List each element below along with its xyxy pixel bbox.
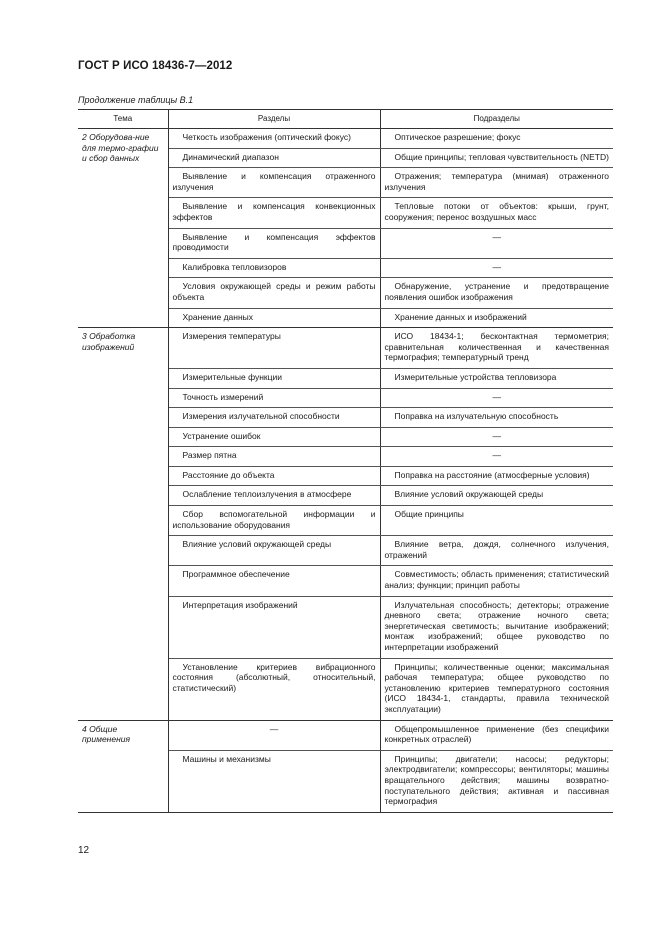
subsection-text: Отражения; температура (мнимая) отраженного излучения (384, 171, 609, 192)
section-cell (168, 447, 380, 467)
subsection-text: Хранение данных и изображений (394, 311, 527, 322)
topics-table (78, 109, 613, 813)
subsection-text: Поправка на расстояние (атмосферные условия) (394, 469, 590, 480)
section-cell (168, 536, 380, 566)
section-cell (168, 566, 380, 596)
subsection-text: — (492, 391, 501, 402)
section-text: Расстояние до объекта (182, 469, 275, 480)
subsection-text: Излучательная способность; детекторы; отражение дневного света; отражение ночного света; энергетическая светимость; вычитание изображений; монтаж изображений; общее руководство по интерпретации изображений (384, 599, 609, 652)
subsection-cell (380, 258, 613, 278)
section-cell (168, 486, 380, 506)
subsection-text: — (492, 430, 501, 441)
subsection-cell (380, 566, 613, 596)
subsection-text: Оптическое разрешение; фокус (394, 132, 521, 142)
section-text: Условия окружающей среды и режим работы объекта (172, 281, 376, 302)
subsection-text: Совместимость; область применения; статистический анализ; функции; принцип работы (384, 569, 609, 591)
subsection-text: Принципы; количественные оценки; максимальная рабочая температура; общее руководство по установлению критериев температурного состояния (ИСО 18434-1, стандарты, правила технической эксплуатации) (384, 661, 609, 714)
section-cell (168, 258, 380, 278)
subsection-cell (380, 148, 613, 168)
section-text: Ослабление теплоизлучения в атмосфере (182, 489, 352, 500)
section-text: Влияние условий окружающей среды (182, 539, 332, 550)
subsection-cell (380, 750, 613, 812)
subsection-cell (380, 368, 613, 388)
section-text: Измерения излучательной способности (182, 411, 340, 422)
section-cell (168, 658, 380, 720)
subsection-cell (380, 388, 613, 408)
section-text: Программное обеспечение (182, 569, 290, 580)
subsection-text: — (492, 450, 501, 461)
subsection-text: Тепловые потоки от объектов: крыши, грунт, сооружения; перенос воздушных масс (384, 201, 609, 222)
section-text: Динамический диапазон (182, 151, 279, 162)
subsection-text: — (492, 261, 501, 272)
subsection-cell (380, 506, 613, 536)
subsection-text: Принципы; двигатели; насосы; редукторы; электродвигатели; компрессоры; вентиляторы; машины вращательного действия; машины возвратно-поступательного действия; активная и пассивная термография (384, 753, 609, 807)
subsection-cell (380, 720, 613, 750)
table-row (78, 720, 613, 750)
table-header-row (78, 110, 613, 129)
subsection-cell (380, 308, 613, 328)
subsection-cell (380, 658, 613, 720)
section-text: Установление критериев вибрационного состояния (абсолютный, относительный, статистический) (172, 661, 376, 693)
subsection-text: Влияние условий окружающей среды (394, 489, 544, 500)
section-text: Интерпретация изображений (182, 599, 298, 610)
section-cell (168, 596, 380, 658)
column-header-sections: Разделы (168, 110, 380, 129)
subsection-cell (380, 427, 613, 447)
subsection-cell (380, 168, 613, 198)
subsection-cell (380, 486, 613, 506)
section-text: Измерительные функции (182, 371, 283, 382)
subsection-cell (380, 129, 613, 149)
section-cell (168, 228, 380, 258)
subsection-text: Влияние ветра, дождя, солнечного излучения, отражений (384, 539, 609, 560)
subsection-text: ИСО 18434-1; бесконтактная термометрия; сравнительная количественная и качественная термография; температурный тренд (384, 331, 609, 363)
topic-cell: 2 Оборудова-ние для термо-графии и сбор данных (78, 129, 168, 328)
topic-cell: 3 Обработка изображений (78, 328, 168, 720)
section-cell (168, 368, 380, 388)
section-cell (168, 427, 380, 447)
section-text: Измерения температуры (182, 331, 281, 342)
section-cell (168, 506, 380, 536)
section-text: Устранение ошибок (182, 430, 261, 441)
table-caption: Продолжение таблицы В.1 (78, 95, 194, 105)
subsection-cell (380, 447, 613, 467)
subsection-text: Обнаружение, устранение и предотвращение появления ошибок изображения (384, 281, 609, 302)
section-cell (168, 129, 380, 149)
section-cell (168, 750, 380, 812)
section-cell (168, 278, 380, 308)
subsection-text: Измерительные устройства тепловизора (394, 371, 557, 382)
page-number: 12 (78, 845, 90, 856)
section-text: Сбор вспомогательной информации и использование оборудования (172, 509, 376, 530)
subsection-cell (380, 596, 613, 658)
subsection-cell (380, 536, 613, 566)
column-header-subsections: Подразделы (380, 110, 613, 129)
section-cell (168, 148, 380, 168)
section-text: Выявление и компенсация конвекционных эффектов (172, 201, 376, 222)
section-cell (168, 308, 380, 328)
section-text: Машины и механизмы (182, 753, 271, 764)
section-cell (168, 388, 380, 408)
section-cell (168, 198, 380, 228)
section-cell (168, 168, 380, 198)
document-title: ГОСТ Р ИСО 18436-7—2012 (78, 60, 233, 72)
column-header-topic: Тема (78, 110, 168, 129)
subsection-text: Общие принципы (394, 509, 464, 520)
topic-cell: 4 Общие применения (78, 720, 168, 812)
subsection-cell (380, 198, 613, 228)
table-row (78, 328, 613, 369)
section-cell (168, 720, 380, 750)
section-text: Выявление и компенсация эффектов проводимости (172, 231, 376, 253)
subsection-cell (380, 328, 613, 369)
section-text: Размер пятна (182, 450, 237, 461)
subsection-cell (380, 278, 613, 308)
section-text: Точность измерений (182, 391, 264, 402)
section-cell (168, 328, 380, 369)
subsection-cell (380, 228, 613, 258)
section-text: Выявление и компенсация отраженного излучения (172, 171, 376, 192)
subsection-text: Общепромышленное применение (без специфики конкретных отраслей) (384, 723, 609, 745)
section-text: Хранение данных (182, 311, 254, 322)
subsection-cell (380, 466, 613, 486)
section-text: — (269, 723, 279, 734)
section-cell (168, 466, 380, 486)
subsection-cell (380, 408, 613, 428)
section-text: Калибровка тепловизоров (182, 261, 287, 272)
section-text: Четкость изображения (оптический фокус) (182, 132, 351, 142)
table-body (78, 129, 613, 813)
table-row (78, 129, 613, 149)
section-cell (168, 408, 380, 428)
subsection-text: Общие принципы; тепловая чувствительность (NETD) (394, 151, 609, 162)
subsection-text: — (492, 231, 501, 242)
subsection-text: Поправка на излучательную способность (394, 411, 559, 422)
